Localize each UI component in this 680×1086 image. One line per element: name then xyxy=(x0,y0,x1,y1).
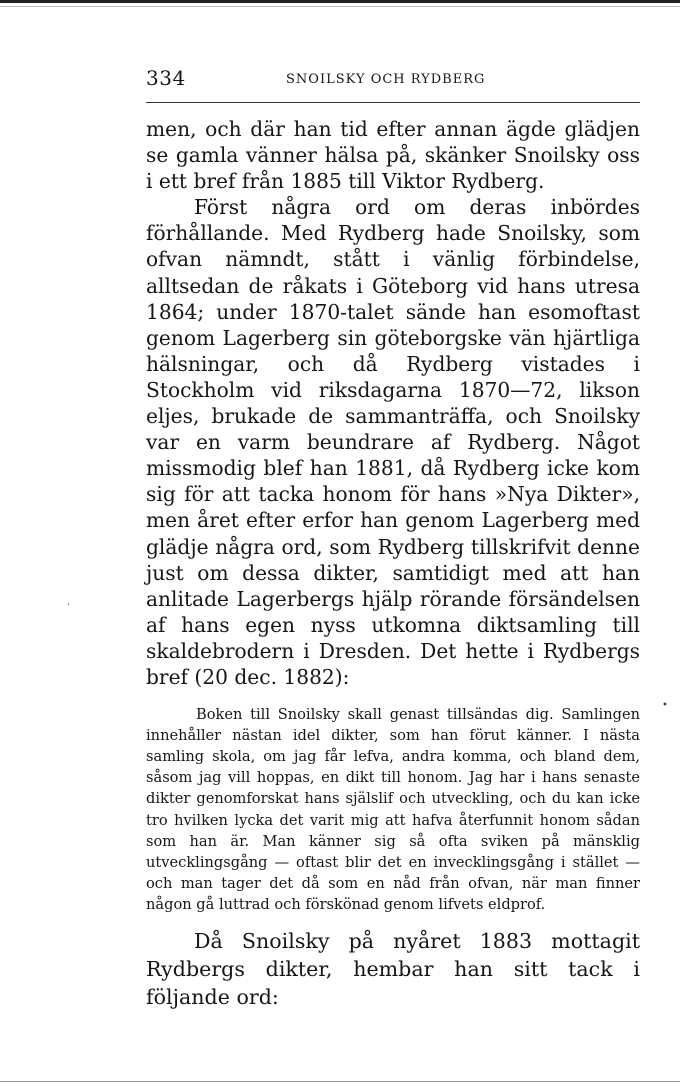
margin-dot-right: • xyxy=(662,700,668,711)
paragraph-1: men, och där han tid efter annan ägde glädjen se gamla vänner hälsa på, skänker Snoilsky oss i ett bref från 1885 till Viktor Rydberg. xyxy=(146,117,640,194)
scan-top-edge-thin xyxy=(0,6,680,7)
header-rule xyxy=(146,102,640,103)
running-head: SNOILSKY OCH RYDBERG xyxy=(286,72,486,87)
margin-dot-left: · xyxy=(67,600,71,611)
page-body xyxy=(146,116,640,1011)
block-quote: Boken till Snoilsky skall genast tillsändas dig. Samlingen innehåller nästan idel dikter, som han förut känner. I nästa samling skola, om jag får lefva, andra komma, och bland dem, såsom jag vill hoppas, en dikt till honom. Jag har i hans senaste dikter genomforskat hans själslif och utveckling, och du kan icke tro hvilken lycka det varit mig att hafva återfunnit honom sådan som han är. Man känner sig så ofta sviken på mänsklig utvecklingsgång — oftast blir det en invecklingsgång i stället — och man tager det då som en nåd från ofvan, när man finner någon gå luttrad och förskönad genom lifvets eldprof. xyxy=(146,706,640,913)
paragraph-2: Först några ord om deras inbördes förhållande. Med Rydberg hade Snoilsky, som ofvan nämndt, stått i vänlig förbindelse, alltsedan de råkats i Göteborg vid hans utresa 1864; under 1870-talet sände han esomoftast genom Lagerberg sin göteborgske vän hjärtliga hälsningar, och då Rydberg vistades i Stockholm vid riksdagarna 1870—72, likson eljes, brukade de sammanträffa, och Snoilsky var en varm beundrare af Rydberg. Något missmodig blef han 1881, då Rydberg icke kom sig för att tacka honom för hans »Nya Dikter», men året efter erfor han genom Lagerberg med glädje några ord, som Rydberg tillskrifvit denne just om dessa dikter, samtidigt med att han anlitade Lagerbergs hjälp rörande försändelsen af hans egen nyss utkomna diktsamling till skaldebrodern i Dresden. Det hette i Rydbergs bref (20 dec. 1882): xyxy=(146,195,640,689)
scan-bottom-edge xyxy=(0,1081,680,1082)
scan-top-edge xyxy=(0,0,680,3)
paragraph-3: Då Snoilsky på nyåret 1883 mottagit Rydbergs dikter, hembar han sitt tack i följande ord: xyxy=(146,929,640,1009)
page-number: 334 xyxy=(146,66,186,90)
page-header xyxy=(146,66,640,96)
